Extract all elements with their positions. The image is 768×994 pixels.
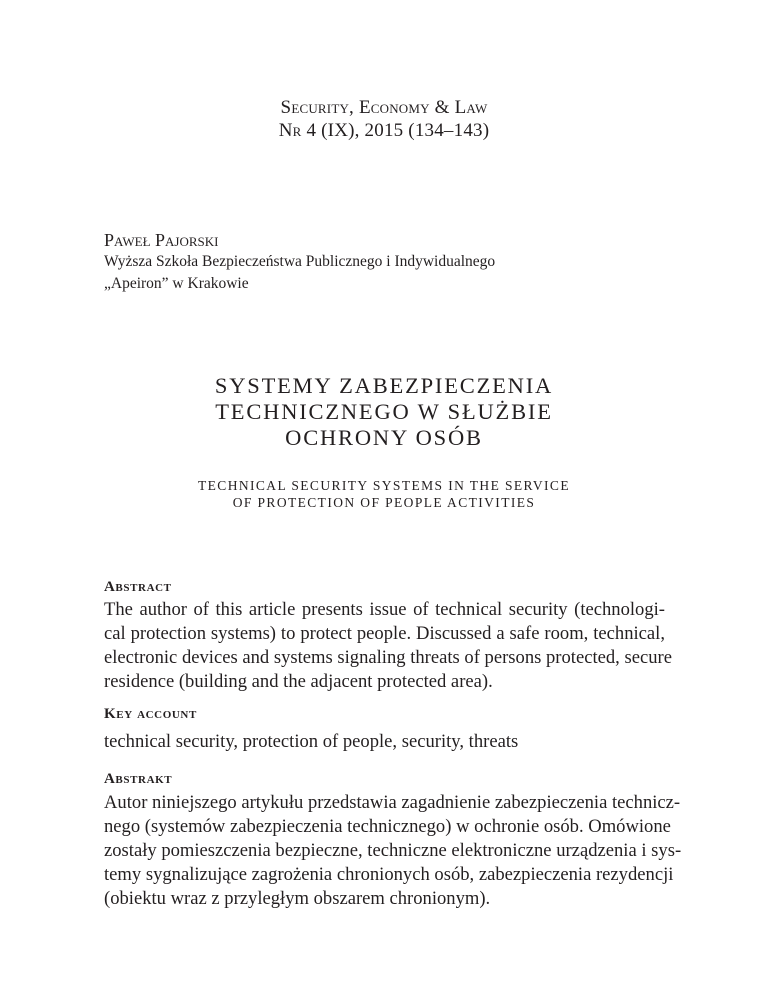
abstract-line: The author of this article presents issue of technical security (technologi- (104, 599, 665, 620)
abstract-line: residence (building and the adjacent protected area). (104, 671, 493, 692)
abstract-body (104, 598, 672, 694)
journal-name: Security, Economy & Law (280, 97, 488, 118)
author-affiliation-line-2: „Apeiron” w Krakowie (104, 275, 249, 292)
author-block (104, 229, 664, 295)
abstract-line: cal protection systems) to protect people. Discussed a safe room, technical, (104, 623, 665, 644)
abstrakt-body (104, 791, 682, 911)
journal-header (0, 96, 768, 142)
article-title-english (0, 477, 768, 511)
title-polish-line: OCHRONY OSÓB (285, 425, 483, 450)
title-polish-line: SYSTEMY ZABEZPIECZENIA (214, 373, 554, 398)
title-english-line: TECHNICAL SECURITY SYSTEMS IN THE SERVICE (198, 478, 570, 493)
keywords-heading: Key account (104, 706, 197, 722)
keywords-text: technical security, protection of people, security, threats (104, 731, 519, 752)
keywords-body (104, 730, 665, 754)
title-polish-line: TECHNICZNEGO W SŁUŻBIE (215, 399, 553, 424)
abstract-heading: Abstract (104, 579, 172, 595)
journal-issue: Nr 4 (IX), 2015 (134–143) (278, 120, 490, 141)
abstrakt-line: zostały pomieszczenia bezpieczne, techniczne elektroniczne urządzenia i sys- (104, 840, 682, 861)
abstrakt-line: Autor niniejszego artykułu przedstawia zagadnienie zabezpieczenia technicz- (104, 792, 681, 813)
author-affiliation-line-1: Wyższa Szkoła Bezpieczeństwa Publicznego i Indywidualnego (104, 253, 496, 270)
abstrakt-line: temy sygnalizujące zagrożenia chronionych osób, zabezpieczenia rezydencji (104, 864, 674, 885)
article-title-polish (0, 373, 768, 451)
abstrakt-line: (obiektu wraz z przyległym obszarem chronionym). (104, 888, 491, 909)
title-english-line: OF PROTECTION OF PEOPLE ACTIVITIES (232, 495, 536, 510)
abstract-line: electronic devices and systems signaling threats of persons protected, secure (104, 647, 672, 668)
author-name: Paweł Pajorski (104, 230, 219, 250)
abstrakt-line: nego (systemów zabezpieczenia technicznego) w ochronie osób. Omówione (104, 816, 671, 837)
abstrakt-heading: Abstrakt (104, 771, 173, 787)
